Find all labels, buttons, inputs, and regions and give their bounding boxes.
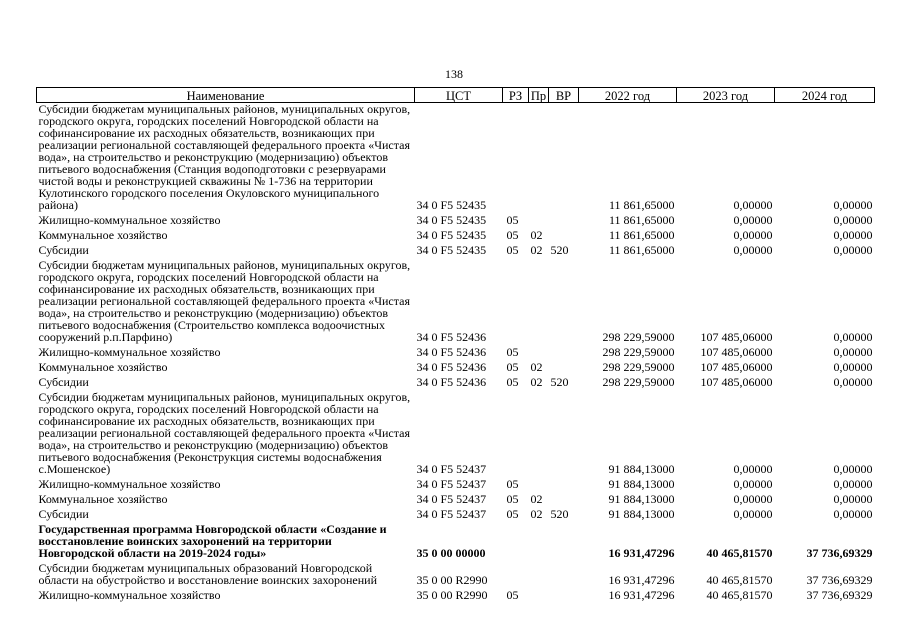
row-name-cell: Субсидии bbox=[38, 375, 89, 389]
row-vr-cell: 520 bbox=[550, 375, 569, 389]
row-rz-cell: 05 bbox=[506, 345, 519, 359]
row-2024-cell: 0,00000 bbox=[833, 213, 873, 227]
row-2024-cell: 0,00000 bbox=[833, 228, 873, 242]
row-name-cell: Жилищно-коммунальное хозяйство bbox=[38, 477, 221, 491]
row-name-cell: Жилищно-коммунальное хозяйство bbox=[38, 345, 221, 359]
row-2024-cell: 37 736,69329 bbox=[806, 588, 873, 602]
row-2023-cell: 40 465,81570 bbox=[706, 546, 773, 560]
row-cst-cell: 34 0 F5 52436 bbox=[416, 375, 487, 389]
row-pr-cell bbox=[529, 343, 549, 358]
row-rz-cell: 05 bbox=[506, 213, 519, 227]
row-cst-cell: 35 0 00 R2990 bbox=[416, 588, 488, 602]
row-2022-cell: 91 884,13000 bbox=[608, 507, 675, 521]
row-pr-cell: 02 bbox=[530, 360, 543, 374]
row-vr-cell bbox=[549, 388, 579, 475]
row-vr-cell bbox=[549, 586, 579, 601]
row-rz-cell bbox=[503, 520, 529, 559]
row-pr-cell bbox=[529, 388, 549, 475]
row-pr-cell: 02 bbox=[530, 507, 543, 521]
header-2024: 2024 год bbox=[775, 88, 875, 103]
header-2023: 2023 год bbox=[677, 88, 775, 103]
table-row bbox=[37, 373, 875, 388]
row-name-cell: Субсидии бюджетам муниципальных районов, муниципальных округов, городского округа, городских поселений Новгородской области на софинансирование их расходных обязательств, возникающих при реализации региональной составляющей федерального проекта «Чистая вода», на строительство и реконструкцию (модернизацию) объектов питьевого водоснабжения (Станция водоподготовки с резервуарами чистой воды и реконструкцией скважины № 1-736 на территории Кулотинского городского поселения Окуловского муниципального района) bbox=[38, 102, 411, 212]
row-pr-cell bbox=[529, 256, 549, 343]
table-header-row bbox=[37, 88, 875, 103]
row-2023-cell: 107 485,06000 bbox=[700, 360, 773, 374]
row-2022-cell: 91 884,13000 bbox=[608, 462, 675, 476]
row-rz-cell: 05 bbox=[506, 360, 519, 374]
header-rz: РЗ bbox=[503, 88, 529, 103]
row-cst-cell: 34 0 F5 52436 bbox=[416, 330, 487, 344]
row-pr-cell bbox=[529, 103, 549, 212]
header-vr: ВР bbox=[549, 88, 579, 103]
row-2022-cell: 11 861,65000 bbox=[608, 243, 675, 257]
page-number: 138 bbox=[445, 67, 463, 81]
row-pr-cell bbox=[529, 520, 549, 559]
row-2023-cell: 107 485,06000 bbox=[700, 330, 773, 344]
row-vr-cell bbox=[549, 559, 579, 586]
row-vr-cell: 520 bbox=[550, 507, 569, 521]
row-pr-cell: 02 bbox=[530, 228, 543, 242]
table-row bbox=[37, 490, 875, 505]
row-cst-cell: 34 0 F5 52435 bbox=[416, 213, 487, 227]
row-2024-cell: 0,00000 bbox=[833, 375, 873, 389]
row-2024-cell: 37 736,69329 bbox=[806, 573, 873, 587]
row-rz-cell: 05 bbox=[506, 492, 519, 506]
row-cst-cell: 35 0 00 R2990 bbox=[416, 573, 488, 587]
row-name-cell: Жилищно-коммунальное хозяйство bbox=[38, 588, 221, 602]
row-2023-cell: 40 465,81570 bbox=[706, 573, 773, 587]
row-2023-cell: 107 485,06000 bbox=[700, 345, 773, 359]
row-2022-cell: 298 229,59000 bbox=[602, 375, 675, 389]
row-rz-cell: 05 bbox=[506, 588, 519, 602]
row-rz-cell: 05 bbox=[506, 228, 519, 242]
row-cst-cell: 34 0 F5 52437 bbox=[416, 507, 487, 521]
row-pr-cell bbox=[529, 559, 549, 586]
header-name: Наименование bbox=[37, 88, 415, 103]
row-cst-cell: 34 0 F5 52436 bbox=[416, 360, 487, 374]
row-rz-cell bbox=[503, 559, 529, 586]
row-cst-cell: 34 0 F5 52437 bbox=[416, 477, 487, 491]
row-name-cell: Коммунальное хозяйство bbox=[38, 492, 168, 506]
row-2024-cell: 37 736,69329 bbox=[806, 546, 873, 560]
row-2022-cell: 11 861,65000 bbox=[608, 198, 675, 212]
table-row bbox=[37, 226, 875, 241]
row-2023-cell: 0,00000 bbox=[733, 228, 773, 242]
table-row bbox=[37, 358, 875, 373]
row-2023-cell: 0,00000 bbox=[733, 213, 773, 227]
row-name-cell: Жилищно-коммунальное хозяйство bbox=[38, 213, 221, 227]
row-2022-cell: 298 229,59000 bbox=[602, 360, 675, 374]
row-2022-cell: 298 229,59000 bbox=[602, 345, 675, 359]
row-2024-cell: 0,00000 bbox=[833, 462, 873, 476]
row-vr-cell bbox=[549, 520, 579, 559]
row-name-cell: Субсидии bbox=[38, 243, 89, 257]
row-2023-cell: 0,00000 bbox=[733, 477, 773, 491]
row-pr-cell bbox=[529, 475, 549, 490]
budget-table-container bbox=[36, 87, 874, 601]
row-name-cell: Коммунальное хозяйство bbox=[38, 228, 168, 242]
table-row bbox=[37, 211, 875, 226]
header-cst: ЦСТ bbox=[415, 88, 503, 103]
row-2022-cell: 16 931,47296 bbox=[608, 546, 675, 560]
row-2024-cell: 0,00000 bbox=[833, 243, 873, 257]
row-cst-cell: 35 0 00 00000 bbox=[416, 546, 486, 560]
row-2024-cell: 0,00000 bbox=[833, 477, 873, 491]
table-row bbox=[37, 475, 875, 490]
row-2022-cell: 16 931,47296 bbox=[608, 588, 675, 602]
row-2024-cell: 0,00000 bbox=[833, 360, 873, 374]
row-rz-cell: 05 bbox=[506, 375, 519, 389]
row-pr-cell: 02 bbox=[530, 243, 543, 257]
row-2023-cell: 0,00000 bbox=[733, 243, 773, 257]
budget-table bbox=[36, 87, 875, 601]
row-cst-cell: 34 0 F5 52435 bbox=[416, 243, 487, 257]
row-2023-cell: 0,00000 bbox=[733, 198, 773, 212]
row-vr-cell bbox=[549, 226, 579, 241]
row-cst-cell: 34 0 F5 52437 bbox=[416, 462, 487, 476]
row-vr-cell bbox=[549, 490, 579, 505]
row-name-cell: Субсидии bbox=[38, 507, 89, 521]
row-name-cell: Субсидии бюджетам муниципальных районов, муниципальных округов, городского округа, городских поселений Новгородской области на софинансирование их расходных обязательств, возникающих при реализации региональной составляющей федерального проекта «Чистая вода», на строительство и реконструкцию (модернизацию) объектов питьевого водоснабжения (Строительство комплекса водоочистных сооружений р.п.Парфино) bbox=[38, 258, 411, 344]
table-row bbox=[37, 256, 875, 343]
table-body bbox=[37, 103, 875, 602]
table-row bbox=[37, 559, 875, 586]
row-2024-cell: 0,00000 bbox=[833, 345, 873, 359]
row-vr-cell bbox=[549, 103, 579, 212]
row-rz-cell bbox=[503, 103, 529, 212]
row-2024-cell: 0,00000 bbox=[833, 492, 873, 506]
row-vr-cell bbox=[549, 358, 579, 373]
row-name-cell: Субсидии бюджетам муниципальных образований Новгородской области на обустройство и восстановление воинских захоронений bbox=[38, 561, 378, 587]
row-2022-cell: 91 884,13000 bbox=[608, 477, 675, 491]
row-2023-cell: 107 485,06000 bbox=[700, 375, 773, 389]
table-row bbox=[37, 241, 875, 256]
row-pr-cell bbox=[529, 211, 549, 226]
row-2022-cell: 11 861,65000 bbox=[608, 213, 675, 227]
header-pr: Пр bbox=[529, 88, 549, 103]
row-rz-cell: 05 bbox=[506, 243, 519, 257]
header-2022: 2022 год bbox=[579, 88, 677, 103]
table-row bbox=[37, 103, 875, 212]
row-cst-cell: 34 0 F5 52435 bbox=[416, 198, 487, 212]
row-rz-cell bbox=[503, 388, 529, 475]
row-2022-cell: 91 884,13000 bbox=[608, 492, 675, 506]
row-rz-cell: 05 bbox=[506, 507, 519, 521]
row-2023-cell: 0,00000 bbox=[733, 462, 773, 476]
row-vr-cell bbox=[549, 256, 579, 343]
table-row bbox=[37, 586, 875, 601]
row-rz-cell bbox=[503, 256, 529, 343]
row-pr-cell: 02 bbox=[530, 492, 543, 506]
row-cst-cell: 34 0 F5 52435 bbox=[416, 228, 487, 242]
row-vr-cell bbox=[549, 343, 579, 358]
row-cst-cell: 34 0 F5 52437 bbox=[416, 492, 487, 506]
table-row bbox=[37, 520, 875, 559]
table-row bbox=[37, 505, 875, 520]
row-rz-cell: 05 bbox=[506, 477, 519, 491]
row-vr-cell bbox=[549, 475, 579, 490]
table-row bbox=[37, 388, 875, 475]
row-2023-cell: 0,00000 bbox=[733, 507, 773, 521]
row-cst-cell: 34 0 F5 52436 bbox=[416, 345, 487, 359]
row-vr-cell bbox=[549, 211, 579, 226]
row-2024-cell: 0,00000 bbox=[833, 507, 873, 521]
row-name-cell: Государственная программа Новгородской области «Создание и восстановление воинских захоронений на территории Новгородской области на 2019-2024 годы» bbox=[38, 522, 387, 560]
row-pr-cell bbox=[529, 586, 549, 601]
row-2022-cell: 16 931,47296 bbox=[608, 573, 675, 587]
row-2023-cell: 40 465,81570 bbox=[706, 588, 773, 602]
row-name-cell: Коммунальное хозяйство bbox=[38, 360, 168, 374]
row-2022-cell: 298 229,59000 bbox=[602, 330, 675, 344]
row-vr-cell: 520 bbox=[550, 243, 569, 257]
row-2022-cell: 11 861,65000 bbox=[608, 228, 675, 242]
row-2024-cell: 0,00000 bbox=[833, 198, 873, 212]
row-2023-cell: 0,00000 bbox=[733, 492, 773, 506]
table-row bbox=[37, 343, 875, 358]
row-2024-cell: 0,00000 bbox=[833, 330, 873, 344]
row-pr-cell: 02 bbox=[530, 375, 543, 389]
row-name-cell: Субсидии бюджетам муниципальных районов, муниципальных округов, городского округа, городских поселений Новгородской области на софинансирование их расходных обязательств, возникающих при реализации региональной составляющей федерального проекта «Чистая вода», на строительство и реконструкцию (модернизацию) объектов питьевого водоснабжения (Реконструкция системы водоснабжения с.Мошенское) bbox=[38, 390, 411, 476]
